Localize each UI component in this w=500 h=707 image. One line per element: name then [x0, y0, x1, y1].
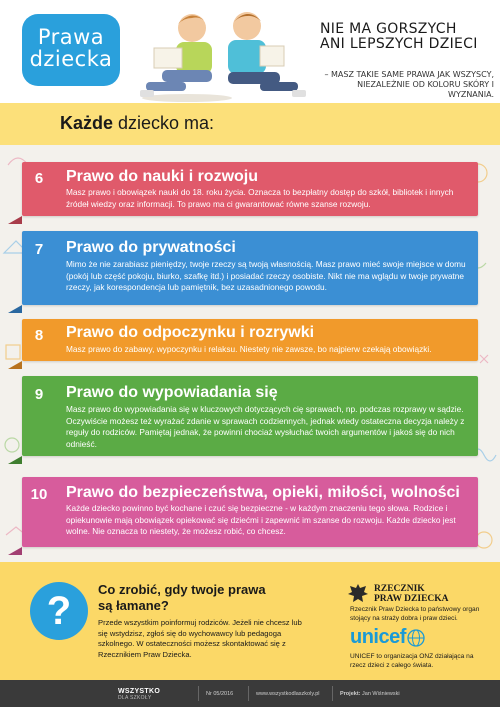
- footer-brand-line-1: WSZYSTKO: [118, 688, 161, 695]
- right-title: Prawo do wypowiadania się: [66, 384, 278, 401]
- right-description: Masz prawo do wypowiadania się w kluczowych dotyczących cię sprawach, np. podczas rozprawy w sądzie. Oczywiście możesz też wyrażać zdanie w sprawach codziennych, jednak wtedy ostateczna decyzja należy z reguły do rodziców. Pamiętaj jednak, że powinni chociaż wysłuchać twoich argumentów i jakoś się do nich odnieść.: [66, 404, 465, 449]
- slogan-subtitle: [316, 70, 494, 100]
- right-number: 6: [34, 170, 44, 187]
- right-card-7: [22, 231, 478, 305]
- right-card-8: [22, 319, 478, 361]
- slogan-sub-line-2: NIEZALEŻNIE OD KOLORU SKÓRY I WYZNANIA.: [357, 80, 494, 99]
- question-mark-icon: ?: [30, 582, 88, 640]
- slogan-line-2: ANI LEPSZYCH DZIECI: [320, 36, 478, 52]
- slogan: [320, 22, 480, 52]
- right-title: Prawo do odpoczynku i rozrywki: [66, 324, 315, 341]
- rpd-line-1: RZECZNIK: [374, 584, 425, 594]
- globe-icon: [407, 629, 425, 647]
- card-fold: [8, 361, 22, 369]
- children-reading-illustration: [132, 6, 310, 102]
- right-number: 10: [30, 486, 48, 503]
- page-footer: [0, 680, 500, 707]
- rpd-description: Rzecznik Praw Dziecka to państwowy organ stojący na straży dobra i praw dzieci.: [350, 606, 480, 622]
- slogan-line-1: NIE MA GORSZYCH: [320, 21, 457, 37]
- footer-brand-line-2: DLA SZKOŁY: [118, 695, 152, 701]
- heading-bold: Każde: [60, 113, 114, 133]
- right-description: Każde dziecko powinno być kochane i czuć się bezpieczne - w każdym znaczeniu tego słowa. Rodzice i opiekunowie mają obowiązek opiekować się dziećmi i zapewnić im szanse do rozwoju. Każde dziecko jest wolne. Nie oznacza to niestety, że możesz robić, co chcesz.: [66, 503, 456, 536]
- footer-issue: Nr 05/2016: [206, 691, 234, 697]
- right-number: 9: [34, 386, 44, 403]
- right-description: Mimo że nie zarabiasz pieniędzy, twoje rzeczy są twoją własnością. Masz prawo mieć swoje miejsce w domu (pokój lub część pokoju, biurko, szafkę itd.) i posiadać rzeczy osobiste. Nikt nie ma wglądu w twoje prywatne rzeczy, jak korespondencja lub pamiętnik, bez uzasadnionego powodu.: [66, 259, 466, 292]
- card-fold: [8, 216, 22, 224]
- right-title: Prawo do nauki i rozwoju: [66, 168, 259, 185]
- card-fold: [8, 547, 22, 555]
- prawa-dziecka-logo: [22, 14, 120, 86]
- help-text: Przede wszystkim poinformuj rodziców. Jeżeli nie chcesz lub się wstydzisz, zgłoś się do wychowawcy lub pedagoga szkolnego. W ostateczności możesz skontaktować się z Rzecznikiem Praw Dziecka.: [98, 618, 302, 659]
- card-fold: [8, 456, 22, 464]
- footer-divider: [248, 686, 249, 701]
- footer-divider: [332, 686, 333, 701]
- right-card-6: [22, 162, 478, 216]
- right-number: 7: [34, 241, 44, 258]
- logo-line-2: dziecka: [29, 47, 113, 71]
- footer-brand-logo: [118, 688, 160, 701]
- card-fold: [8, 305, 22, 313]
- right-description: Masz prawo do zabawy, wypoczynku i relaksu. Niestety nie zawsze, bo najpierw czekają obowiązki.: [66, 344, 432, 354]
- right-title: Prawo do bezpieczeństwa, opieki, miłości, wolności: [66, 484, 460, 501]
- rpd-line-2: PRAW DZIECKA: [374, 594, 449, 604]
- rpd-logo-text: [374, 584, 449, 604]
- footer-project: [340, 691, 400, 697]
- right-number: 8: [34, 327, 44, 344]
- section-heading: [60, 113, 214, 134]
- slogan-sub-line-1: – MASZ TAKIE SAME PRAWA JAK WSZYSCY,: [324, 70, 494, 79]
- logo-line-1: Prawa: [37, 25, 105, 49]
- footer-project-value: Jan Wiśniewski: [362, 691, 400, 697]
- unicef-description: UNICEF to organizacja ONZ działająca na rzecz dzieci z całego świata.: [350, 653, 474, 669]
- unicef-logo: unicef: [350, 626, 406, 648]
- right-title: Prawo do prywatności: [66, 239, 236, 256]
- help-title: Co zrobić, gdy twoje prawa są łamane?: [98, 582, 266, 613]
- right-card-10: [22, 477, 478, 547]
- footer-website-link[interactable]: www.wszystkodlaszkoly.pl: [256, 691, 320, 697]
- footer-project-label: Projekt:: [340, 691, 361, 697]
- footer-divider: [198, 686, 199, 701]
- page-header: [0, 0, 500, 103]
- right-card-9: [22, 376, 478, 456]
- right-description: Masz prawo i obowiązek nauki do 18. roku życia. Oznacza to bezpłatny dostęp do szkół, bibliotek i innych źródeł wiedzy oraz informacji. To prawo ma ci gwarantować równe szanse rozwoju.: [66, 187, 454, 209]
- heading-rest: dziecko ma:: [113, 113, 215, 133]
